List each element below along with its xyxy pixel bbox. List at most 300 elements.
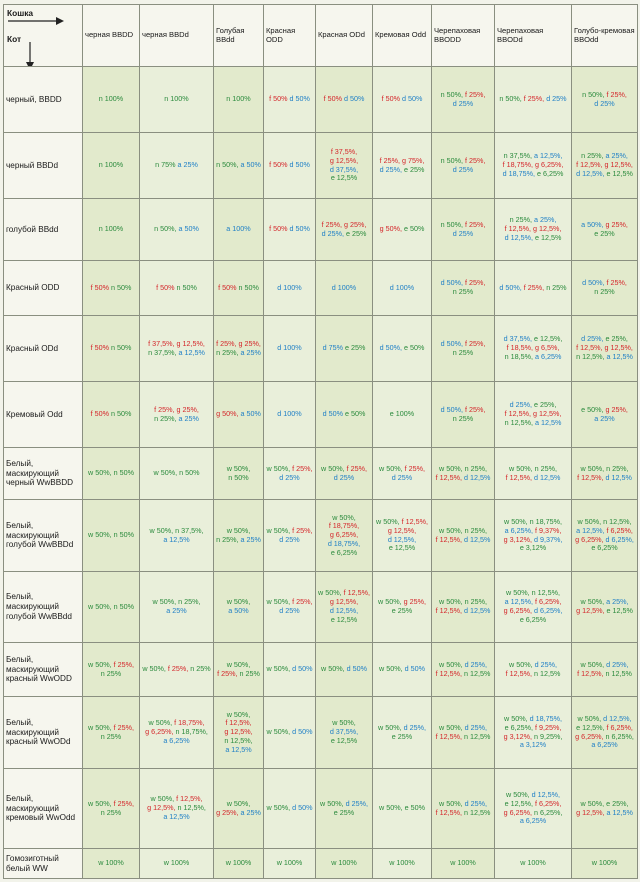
genotype-value: n 6,25%,	[605, 731, 634, 741]
genotype-cell	[316, 500, 373, 572]
genotype-value: f 12,5%,	[435, 534, 462, 544]
column-header: Красная ODd	[316, 5, 373, 67]
genotype-value: e 25%	[404, 164, 425, 174]
genotype-cell	[140, 769, 214, 849]
genotype-cell	[316, 67, 373, 133]
genotype-value: n 25%	[546, 282, 567, 292]
table-row	[4, 769, 638, 849]
genotype-value: f 12,5%,	[576, 343, 603, 353]
genotype-value: w 50%,	[153, 468, 178, 478]
genotype-cell	[495, 643, 572, 697]
genotype-value: w 50%,	[152, 597, 177, 607]
genotype-cell	[83, 199, 140, 261]
genotype-value: w 50%,	[439, 525, 463, 535]
genotype-cell	[373, 697, 432, 769]
genotype-cell	[83, 849, 140, 879]
genotype-value: d 25%	[452, 228, 474, 238]
genotype-value: g 6,25%,	[535, 160, 564, 170]
genotype-cell	[214, 643, 264, 697]
genotype-value: d 12,5%	[605, 472, 632, 482]
genotype-value: f 25%,	[167, 664, 189, 674]
genotype-cell	[316, 572, 373, 643]
genotype-value: w 50%,	[577, 516, 602, 526]
table-row	[4, 261, 638, 316]
genotype-cell	[432, 643, 495, 697]
genotype-value: f 50%	[269, 160, 288, 170]
genotype-value: e 12,5%	[606, 168, 633, 178]
genotype-value: n 18,75%,	[529, 516, 562, 526]
genotype-value: f 12,5%,	[176, 794, 203, 804]
genotype-value: d 50%	[292, 664, 313, 674]
genotype-value: g 12,5%,	[224, 727, 253, 737]
genotype-value: d 100%	[389, 282, 415, 292]
genotype-value: e 50%	[404, 343, 425, 353]
genotype-cell	[373, 572, 432, 643]
genotype-cell	[495, 67, 572, 133]
header-row	[4, 5, 638, 67]
genotype-value: a 6,25%	[519, 816, 547, 826]
row-header: голубой BBdd	[4, 199, 83, 261]
genotype-cell	[373, 67, 432, 133]
genotype-value: d 100%	[277, 409, 302, 419]
row-header: Белый, маскирующий черный WwBBDD	[4, 448, 83, 500]
genotype-value: f 18,5%,	[506, 343, 533, 353]
arrow-right-icon	[6, 17, 64, 25]
genotype-value: g 3,12%,	[503, 534, 532, 544]
genotype-value: d 100%	[331, 282, 357, 292]
genotype-value: g 25%,	[403, 597, 426, 607]
genotype-value: d 25%	[279, 472, 300, 482]
genotype-value: d 75%	[322, 343, 343, 353]
genotype-value: d 25%	[279, 534, 300, 544]
genotype-value: d 37,5%,	[329, 727, 359, 737]
genotype-cell	[432, 769, 495, 849]
genotype-value: n 18,75%,	[175, 727, 208, 737]
genotype-value: f 50%	[156, 282, 175, 292]
genotype-value: w 50%,	[226, 597, 251, 607]
genotype-cell	[83, 382, 140, 448]
genotype-value: d 12,5%,	[531, 789, 560, 799]
genotype-value: d 25%,	[534, 659, 557, 669]
genotype-cell	[214, 316, 264, 382]
genotype-cell	[572, 849, 638, 879]
genotype-value: f 25%,	[606, 89, 627, 99]
genotype-value: n 25%,	[154, 413, 177, 423]
genotype-value: n 75%	[155, 160, 176, 170]
genotype-value: d 25%,	[464, 659, 487, 669]
genotype-cell	[214, 382, 264, 448]
genotype-value: d 50%	[292, 803, 313, 813]
genotype-value: w 50%,	[88, 530, 112, 540]
genotype-value: n 50%,	[440, 155, 463, 165]
genotype-value: f 25%,	[465, 404, 486, 414]
genotype-cell	[432, 500, 495, 572]
genotype-value: g 12,5%,	[576, 606, 605, 615]
genotype-value: g 25%,	[176, 404, 199, 414]
genotype-cell	[214, 199, 264, 261]
genotype-value: n 12,5%	[534, 668, 561, 678]
genotype-value: n 50%,	[216, 160, 239, 170]
genotype-value: e 12,5%	[330, 173, 358, 183]
genotype-value: n 12,5%	[464, 668, 491, 678]
row-header: Белый, маскирующий кремовый WwOdd	[4, 769, 83, 849]
genotype-value: n 50%,	[440, 89, 463, 99]
genotype-cell	[214, 697, 264, 769]
corner-cell	[4, 5, 83, 67]
genotype-value: n 12,5%	[464, 807, 491, 817]
genotype-value: g 12,5%,	[604, 343, 633, 353]
genotype-value: f 25%,	[465, 219, 486, 229]
genotype-value: n 25%,	[581, 151, 604, 161]
genotype-value: d 25%,	[464, 722, 487, 732]
genotype-value: f 12,5%,	[435, 807, 462, 817]
genotype-value: g 6,25%,	[329, 530, 359, 540]
genotype-value: w 50%,	[266, 597, 291, 607]
column-header: Голубо-кремовая BBOdd	[572, 5, 638, 67]
genotype-cell	[432, 572, 495, 643]
genotype-cell	[264, 769, 316, 849]
genotype-value: f 6,25%,	[535, 798, 562, 808]
genotype-cell	[572, 199, 638, 261]
genotype-value: d 25%,	[581, 334, 604, 344]
genotype-cell	[373, 500, 432, 572]
genotype-cell	[140, 448, 214, 500]
genotype-value: n 50%	[113, 530, 134, 540]
genotype-value: d 25%,	[403, 722, 426, 732]
row-header: Белый, маскирующий красный WwODD	[4, 643, 83, 697]
genotype-value: e 6,25%	[330, 547, 358, 557]
genotype-value: f 12,5%,	[505, 472, 532, 482]
female-label: Кошка	[7, 8, 34, 18]
genotype-cell	[83, 500, 140, 572]
genotype-value: f 25%,	[292, 525, 313, 535]
row-header: черный, BBDD	[4, 67, 83, 133]
genotype-value: w 50%,	[320, 798, 344, 808]
genotype-cell	[214, 261, 264, 316]
genotype-value: g 12,5%,	[329, 597, 359, 607]
genotype-cell	[572, 67, 638, 133]
genotype-cell	[140, 572, 214, 643]
genotype-cell	[432, 382, 495, 448]
genotype-value: a 25%	[177, 160, 198, 170]
genotype-value: w 50%,	[379, 803, 403, 813]
genotype-value: w 100%	[98, 858, 124, 868]
genotype-cell	[432, 261, 495, 316]
genotype-value: e 12,5%	[606, 606, 633, 615]
genotype-value: f 12,5%,	[576, 160, 603, 170]
table-row	[4, 67, 638, 133]
row-header: Красный ODD	[4, 261, 83, 316]
genotype-value: e 25%	[391, 606, 413, 615]
genotype-value: f 25%,	[292, 597, 313, 607]
genotype-value: f 37,5%,	[330, 146, 358, 156]
genotype-value: e 50%	[345, 409, 366, 419]
genotype-value: w 50%,	[226, 525, 251, 535]
genotype-value: f 50%	[269, 224, 288, 234]
genotype-cell	[264, 261, 316, 316]
genotype-value: n 25%,	[464, 525, 487, 535]
genotype-cell	[432, 133, 495, 199]
genotype-value: d 50%,	[440, 404, 463, 414]
genotype-value: d 37,5%,	[329, 164, 359, 174]
genotype-value: d 12,5%	[464, 606, 491, 615]
genotype-value: w 50%,	[580, 597, 605, 607]
genotype-value: a 6,25%	[591, 740, 618, 750]
genotype-value: n 25%,	[216, 534, 239, 544]
genotype-value: e 25%	[391, 731, 413, 741]
genotype-value: f 50%	[90, 409, 109, 419]
genotype-value: d 12,5%	[534, 472, 561, 482]
genotype-value: f 50%	[90, 343, 109, 353]
genotype-value: g 6,25%,	[503, 807, 532, 817]
genotype-value: e 12,5%	[330, 735, 358, 745]
genotype-value: f 25%,	[321, 219, 342, 229]
genotype-value: a 12,5%	[163, 534, 190, 544]
genotype-value: f 12,5%,	[504, 224, 531, 234]
genotype-value: g 12,5%,	[533, 224, 562, 234]
genotype-value: n 25%	[452, 287, 474, 296]
genotype-value: n 12,5%	[605, 668, 632, 678]
genotype-value: n 50%	[179, 468, 200, 478]
genotype-value: n 12,5%,	[531, 588, 560, 598]
genotype-value: a 12,5%,	[504, 597, 533, 607]
genotype-value: d 50%	[289, 160, 310, 170]
genotype-value: w 50%,	[379, 463, 403, 473]
genotype-cell	[572, 769, 638, 849]
genotype-value: w 50%,	[439, 722, 463, 732]
genotype-value: d 25%,	[379, 164, 402, 174]
genotype-cell	[214, 500, 264, 572]
genotype-cell	[214, 67, 264, 133]
genotype-value: d 6,25%,	[605, 534, 634, 544]
genotype-cell	[264, 500, 316, 572]
genotype-value: w 50%,	[226, 463, 251, 473]
genotype-value: w 50%,	[580, 798, 605, 808]
genotype-cell	[373, 448, 432, 500]
genotype-value: e 12,5%	[330, 614, 358, 624]
row-header: Белый, маскирующий голубой WwBBDd	[4, 500, 83, 572]
genotype-value: f 12,5%,	[504, 409, 531, 419]
genotype-cell	[83, 133, 140, 199]
column-header: черная BBDD	[83, 5, 140, 67]
genotype-value: d 50%	[346, 664, 367, 674]
genotype-value: w 50%,	[149, 525, 174, 535]
genotype-value: d 50%,	[440, 278, 463, 288]
genotype-cell	[373, 769, 432, 849]
genotype-value: g 12,5%,	[387, 525, 417, 535]
genotype-value: d 12,5%	[464, 534, 491, 544]
genotype-value: a 12,5%	[178, 347, 205, 357]
genotype-cell	[373, 643, 432, 697]
genotype-value: d 6,25%,	[534, 606, 563, 615]
table-row	[4, 849, 638, 879]
genotype-value: n 25%,	[534, 463, 557, 473]
genotype-value: e 12,5%	[388, 543, 416, 553]
genotype-value: n 25%	[452, 413, 474, 423]
table-body	[4, 67, 638, 879]
genotype-cell	[432, 67, 495, 133]
genotype-value: a 50%	[240, 409, 261, 419]
genotype-value: g 12,5%,	[176, 338, 205, 348]
genotype-value: w 50%,	[88, 722, 112, 732]
genotype-value: g 25%,	[605, 404, 628, 414]
genotype-cell	[495, 769, 572, 849]
genotype-value: w 50%,	[266, 803, 291, 813]
genotype-value: a 50%	[178, 224, 199, 234]
genotype-value: a 25%	[240, 807, 261, 817]
genotype-value: g 6,25%,	[145, 727, 174, 737]
genotype-cell	[214, 769, 264, 849]
genotype-cell	[373, 382, 432, 448]
genotype-value: a 6,25%	[163, 735, 190, 745]
genotype-value: f 25%,	[465, 89, 486, 99]
genotype-cell	[495, 697, 572, 769]
genotype-value: w 50%,	[504, 516, 528, 526]
genotype-cell	[572, 261, 638, 316]
genotype-value: n 25%,	[464, 463, 487, 473]
genotype-cell	[140, 697, 214, 769]
genotype-value: g 25%,	[238, 338, 261, 348]
genotype-value: g 12,5%,	[533, 409, 562, 419]
genotype-cell	[83, 643, 140, 697]
genotype-value: a 6,25%	[535, 351, 562, 361]
row-header: Белый, маскирующий голубой WwBBdd	[4, 572, 83, 643]
genotype-cell	[495, 448, 572, 500]
genotype-value: w 50%,	[88, 798, 112, 808]
genotype-value: e 25%	[333, 807, 355, 817]
genotype-value: e 25%,	[534, 400, 557, 410]
genotype-value: g 50%,	[379, 224, 402, 234]
genotype-value: f 37,5%,	[148, 338, 175, 348]
genotype-value: n 100%	[164, 94, 189, 104]
genotype-value: d 50%	[292, 727, 313, 737]
genotype-value: e 12,5%,	[576, 722, 605, 732]
genotype-cell	[495, 261, 572, 316]
table-row	[4, 382, 638, 448]
genotype-value: w 50%,	[439, 798, 463, 808]
table-row	[4, 133, 638, 199]
genotype-value: w 50%,	[321, 463, 345, 473]
genotype-cell	[214, 448, 264, 500]
genotype-value: d 12,5%,	[576, 168, 605, 178]
genotype-value: f 18,75%,	[174, 718, 205, 728]
genotype-value: w 50%,	[379, 664, 403, 674]
genotype-cell	[264, 316, 316, 382]
genotype-value: f 50%	[218, 282, 237, 292]
genotype-value: w 50%,	[88, 468, 112, 478]
genotype-value: n 25%	[190, 664, 211, 674]
genotype-cell	[214, 849, 264, 879]
genotype-value: g 6,25%,	[503, 606, 532, 615]
genotype-value: f 25%,	[523, 94, 545, 104]
genotype-value: w 50%,	[148, 718, 173, 728]
row-header: Белый, маскирующий красный WwODd	[4, 697, 83, 769]
genotype-value: a 25%,	[605, 151, 628, 161]
genotype-value: g 25%,	[216, 807, 239, 817]
genotype-value: n 37,5%,	[503, 151, 532, 161]
genotype-cell	[264, 572, 316, 643]
genotype-value: f 25%,	[404, 463, 425, 473]
table-row	[4, 572, 638, 643]
genotype-value: d 37,5%,	[503, 334, 532, 344]
genotype-value: a 3,12%	[519, 740, 547, 750]
genotype-value: d 50%	[289, 94, 310, 104]
genotype-cell	[495, 500, 572, 572]
genotype-value: d 12,5%	[464, 472, 491, 482]
genotype-value: n 12,5%,	[224, 735, 253, 745]
genotype-value: a 25%	[240, 347, 261, 357]
genotype-value: f 12,5%,	[435, 472, 462, 482]
genotype-value: n 25%	[594, 287, 615, 296]
genotype-value: e 25%,	[605, 334, 628, 344]
genotype-value: w 50%,	[509, 463, 533, 473]
genotype-value: w 100%	[163, 858, 190, 868]
genotype-value: w 50%,	[506, 588, 530, 598]
genotype-value: a 12,5%	[606, 351, 633, 361]
genotype-cell	[316, 261, 373, 316]
genotype-cell	[316, 448, 373, 500]
genotype-value: e 6,25%,	[504, 722, 533, 732]
genotype-cell	[373, 199, 432, 261]
genotype-value: f 25%,	[465, 338, 486, 348]
genotype-value: n 37,5%,	[175, 525, 204, 535]
genotype-value: w 100%	[276, 858, 303, 868]
genotype-cell	[316, 849, 373, 879]
row-header: черный BBDd	[4, 133, 83, 199]
genotype-cell	[432, 697, 495, 769]
genotype-value: f 50%	[381, 94, 400, 104]
genotype-value: d 25%,	[345, 798, 368, 808]
genotype-value: d 50%,	[379, 343, 402, 353]
genotype-value: g 12,5%,	[604, 160, 633, 170]
genotype-value: g 6,5%,	[535, 343, 560, 353]
genotype-cell	[572, 697, 638, 769]
genotype-value: f 25%,	[113, 659, 134, 669]
genotype-cell	[373, 849, 432, 879]
genotype-value: n 25%	[452, 347, 474, 357]
genotype-value: w 50%,	[142, 664, 166, 674]
genotype-value: n 25%	[100, 668, 122, 678]
genotype-cell	[316, 316, 373, 382]
genetics-table	[3, 4, 638, 879]
genotype-cell	[432, 849, 495, 879]
genotype-value: n 50%	[111, 409, 132, 419]
genotype-value: f 25%,	[292, 463, 313, 473]
genotype-value: f 25%,	[113, 798, 134, 808]
genotype-value: d 18,75%,	[529, 713, 562, 723]
genotype-value: d 25%	[452, 98, 474, 108]
genotype-value: w 50%,	[332, 718, 356, 728]
genotype-cell	[140, 643, 214, 697]
genotype-value: f 12,5%,	[401, 516, 428, 526]
row-header: Красный ODd	[4, 316, 83, 382]
genotype-value: d 50%	[402, 94, 423, 104]
genotype-cell	[140, 199, 214, 261]
genotype-value: a 100%	[226, 224, 251, 234]
genotype-value: f 50%	[323, 94, 342, 104]
genotype-value: w 50%,	[378, 597, 402, 607]
genotype-value: n 50%,	[440, 219, 463, 229]
genotype-value: d 25%	[333, 472, 355, 482]
male-label: Кот	[7, 34, 22, 44]
genotype-value: n 18,5%,	[504, 351, 533, 361]
genotype-value: e 25%	[345, 343, 366, 353]
genotype-value: f 50%	[269, 94, 288, 104]
genotype-value: n 12,5%,	[504, 417, 533, 427]
genotype-value: e 3,12%	[519, 543, 547, 553]
genotype-value: f 18,75%,	[502, 160, 533, 170]
genotype-value: n 9,25%,	[534, 731, 563, 741]
